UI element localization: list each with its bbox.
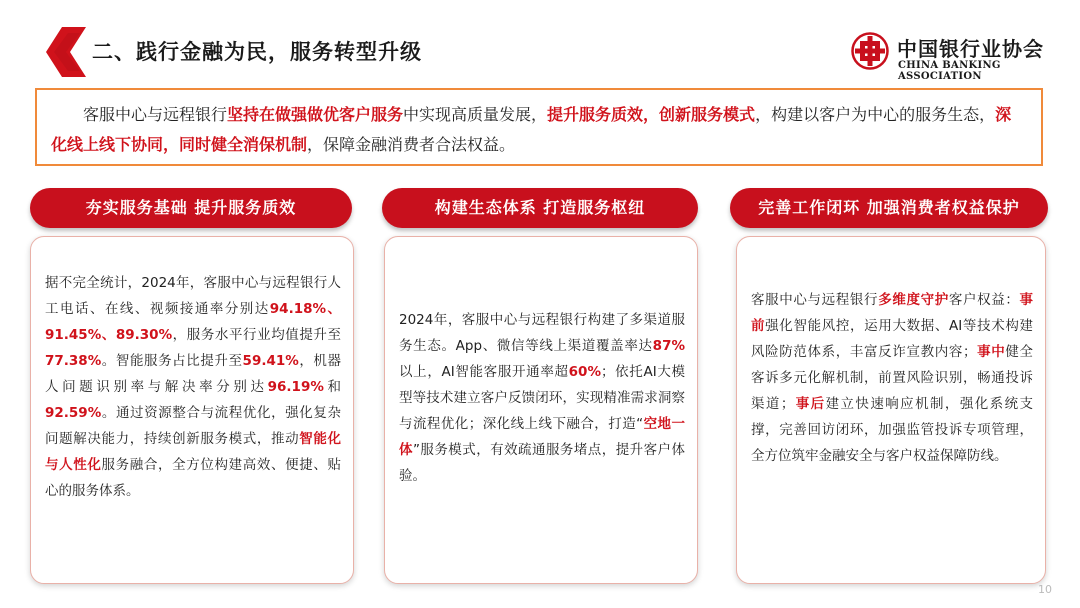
section-title-consumer-protection: 完善工作闭环 加强消费者权益保护 <box>730 188 1048 228</box>
text-run: 服务融合，全方位构建高效、便捷、贴心的服务体系。 <box>45 457 341 499</box>
text-run: 2024年，客服中心与远程银行构建了多渠道服务生态。App、微信等线上渠道覆盖率达 <box>399 312 685 354</box>
highlight-text: 92.59% <box>45 405 102 421</box>
highlight-text: 60% <box>568 364 601 380</box>
highlight-text: 空地一体 <box>399 416 686 458</box>
text-run: 强化智能风控，运用大数据、AI等技术构建风险防范体系，丰富反诈宣教内容； <box>751 318 1034 360</box>
card-text <box>45 270 341 504</box>
text-run: 和 <box>323 379 342 395</box>
highlight-text: 智能化与人性化 <box>45 431 341 473</box>
card-text <box>751 287 1033 469</box>
page-number: 10 <box>1038 583 1052 596</box>
card-service-basics <box>30 236 354 584</box>
highlight-text: 77.38% <box>45 353 102 369</box>
section-title-service-basics: 夯实服务基础 提升服务质效 <box>30 188 352 228</box>
text-run: 以上，AI智能客服开通率超 <box>399 364 569 380</box>
text-run: ，机器人问题识别率与解决率分别达 <box>45 353 342 395</box>
highlight-text: 96.19% <box>267 379 324 395</box>
cba-logo-icon <box>851 32 889 70</box>
card-consumer-protection <box>736 236 1046 584</box>
text-run: 。通过资源整合与流程优化，强化复杂问题解决能力，持续创新服务模式，推动 <box>45 405 341 447</box>
text-run: ”服务模式，有效疏通服务堵点，提升客户体验。 <box>399 442 685 484</box>
text-run: ，服务水平行业均值提升至 <box>172 327 341 343</box>
intro-text: 客服中心与远程银行 <box>83 105 228 124</box>
text-run: 建立快速响应机制，强化系统支撑，完善回访闭环，加强监管投诉专项管理，全方位筑牢金融安全与客户权益保障防线。 <box>751 396 1034 464</box>
intro-text: ，构建以客户为中心的服务生态， <box>755 105 996 124</box>
text-run: 据不完全统计，2024年，客服中心与远程银行人工电话、在线、视频接通率分别达 <box>45 275 341 317</box>
card-ecosystem <box>384 236 698 584</box>
text-run: 客户权益： <box>948 292 1020 308</box>
intro-highlight: 提升服务质效，创新服务模式 <box>547 105 756 124</box>
intro-box <box>35 88 1043 166</box>
highlight-text: 59.41% <box>242 353 299 369</box>
highlight-text: 94.18%、91.45%、89.30% <box>45 301 341 343</box>
highlight-text: 事后 <box>794 396 826 412</box>
text-run: 客服中心与远程银行 <box>751 292 879 308</box>
section-title-ecosystem: 构建生态体系 打造服务枢纽 <box>382 188 698 228</box>
page-title: 二、践行金融为民，服务转型升级 <box>92 40 422 64</box>
highlight-text: 87% <box>652 338 685 354</box>
intro-highlight: 深化线上线下协同，同时健全消保机制 <box>51 105 1012 154</box>
intro-text: ，保障金融消费者合法权益。 <box>307 135 516 154</box>
highlight-text: 事中 <box>976 344 1006 360</box>
highlight-text: 多维度守护 <box>878 292 949 308</box>
org-name-cn: 中国银行业协会 <box>897 37 1044 61</box>
text-run: ；依托AI大模型等技术建立客户反馈闭环，实现精准需求洞察与流程优化；深化线上线下融合，打造“ <box>399 364 686 432</box>
intro-highlight: 坚持在做强做优客户服务 <box>227 105 404 124</box>
card-text <box>399 307 685 489</box>
text-run: 。智能服务占比提升至 <box>101 353 243 369</box>
chevron-left-icon <box>44 27 86 77</box>
highlight-text: 事前 <box>751 292 1034 334</box>
text-run: 健全客诉多元化解机制，前置风险识别，畅通投诉渠道； <box>751 344 1034 412</box>
intro-text: 中实现高质量发展， <box>403 105 548 124</box>
org-name-en: CHINA BANKING ASSOCIATION <box>898 60 1001 82</box>
